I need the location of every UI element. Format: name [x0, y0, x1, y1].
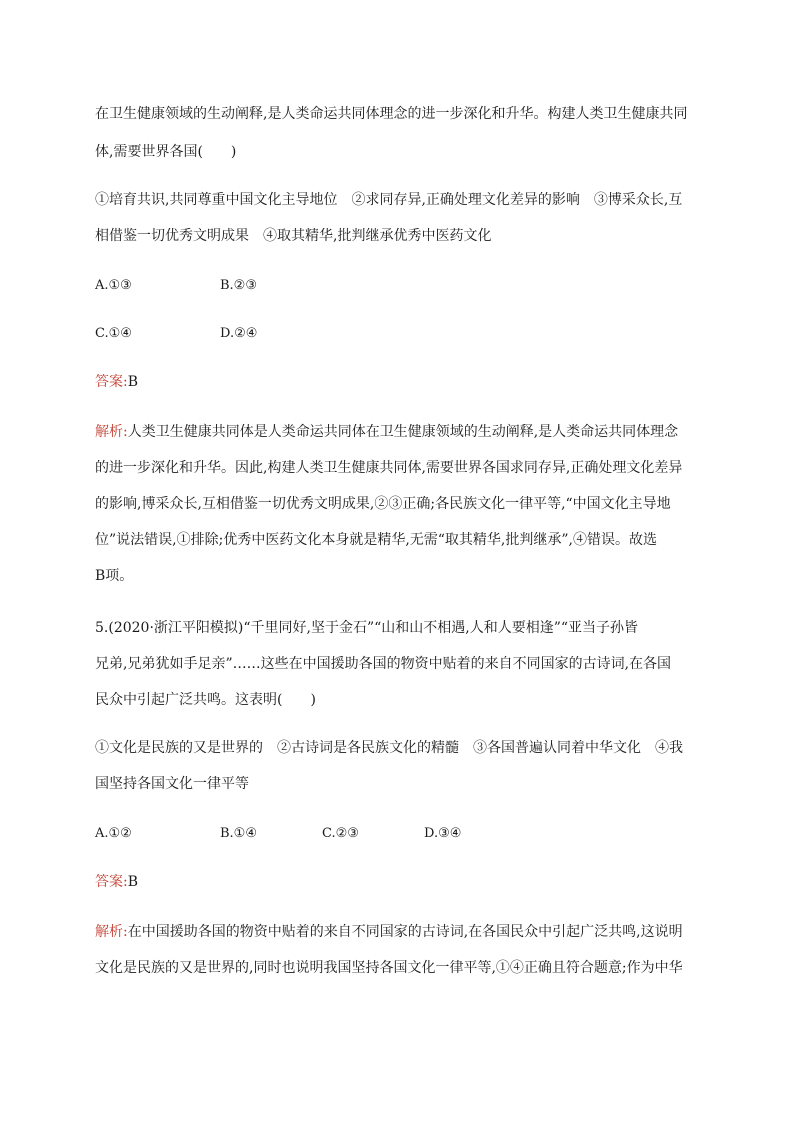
q5-statements-line-1: ①文化是民族的又是世界的 ②古诗词是各民族文化的精髓 ③各国普遍认同着中华文化 ④我: [95, 740, 683, 756]
q5-analysis-line-2: 文化是民族的又是世界的,同时也说明我国坚持各国文化一律平等,①④正确且符合题意;作为中华: [95, 960, 683, 976]
q5-analysis-line-1: [95, 922, 683, 942]
q5-stem-line-1: 5.(2020·浙江平阳模拟)“千里同好,坚于金石”“山和山不相遇,人和人要相逢”“亚当子孙皆: [95, 620, 639, 636]
q5-analysis-text-1: 在中国援助各国的物资中贴着的来自不同国家的古诗词,在各国民众中引起广泛共鸣,这说明: [127, 924, 683, 940]
q4-statements-line-1: ①培育共识,共同尊重中国文化主导地位 ②求同存异,正确处理文化差异的影响 ③博采众长,互: [95, 192, 683, 208]
q5-answer-label: 答案:: [95, 874, 128, 890]
q4-answer-label: 答案:: [95, 374, 128, 390]
q4-option-d: D.②④: [220, 326, 258, 341]
q4-answer-value: B: [127, 374, 139, 390]
q4-analysis-line-4: 位”说法错误,①排除;优秀中医药文化本身就是精华,无需“取其精华,批判继承”,④错误。故选: [95, 532, 657, 548]
q5-stem-line-3: 民众中引起广泛共鸣。这表明( ): [95, 692, 316, 708]
q5-option-d: D.③④: [424, 826, 462, 841]
q4-analysis-text-1: 人类卫生健康共同体是人类命运共同体在卫生健康领域的生动阐释,是人类命运共同体理念: [127, 424, 679, 440]
q5-answer-value: B: [127, 874, 139, 890]
q4-answer: [95, 372, 138, 392]
q4-stem-line-1: 在卫生健康领域的生动阐释,是人类命运共同体理念的进一步深化和升华。构建人类卫生健康共同: [95, 106, 688, 122]
q5-option-b: B.①④: [220, 826, 257, 841]
q4-analysis-label: 解析:: [95, 424, 128, 440]
q4-option-c: C.①④: [95, 326, 132, 341]
q5-answer: [95, 872, 138, 892]
q4-option-b: B.②③: [220, 278, 257, 293]
q4-stem-line-2: 体,需要世界各国( ): [95, 144, 237, 160]
q4-analysis-line-3: 的影响,博采众长,互相借鉴一切优秀文明成果,②③正确;各民族文化一律平等,“中国文化主导地: [95, 496, 671, 512]
q5-option-c: C.②③: [322, 826, 359, 841]
q4-statements-line-2: 相借鉴一切优秀文明成果 ④取其精华,批判继承优秀中医药文化: [95, 228, 492, 244]
q5-option-a: A.①②: [95, 826, 132, 841]
q4-analysis-line-2: 的进一步深化和升华。因此,构建人类卫生健康共同体,需要世界各国求同存异,正确处理文化差异: [95, 460, 683, 476]
q5-analysis-label: 解析:: [95, 924, 128, 940]
q5-stem-line-2: 兄弟,兄弟犹如手足亲”……这些在中国援助各国的物资中贴着的来自不同国家的古诗词,在各国: [95, 656, 672, 672]
q5-statements-line-2: 国坚持各国文化一律平等: [95, 776, 249, 792]
q4-analysis-line-5: B项。: [95, 568, 134, 584]
q4-analysis-line-1: [95, 422, 678, 442]
q4-option-a: A.①③: [95, 278, 132, 293]
